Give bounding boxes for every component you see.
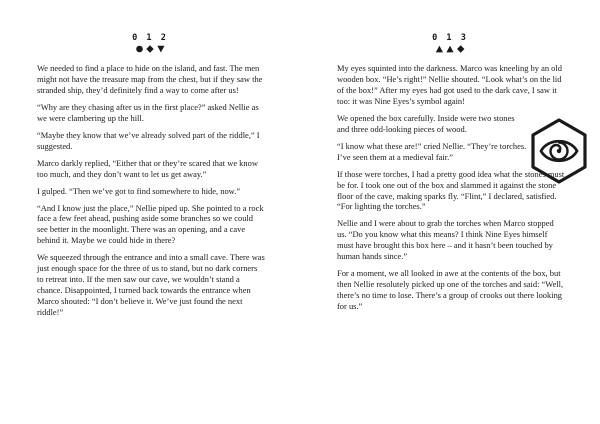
paragraph: “Why are they chasing after us in the first place?” asked Nellie as we were clambering up the hill. xyxy=(37,101,259,123)
paragraph: We opened the box carefully. Inside were two stones and three odd-looking pieces of wood. xyxy=(337,112,515,134)
diamond-icon xyxy=(457,45,464,52)
paragraph: We squeezed through the entrance and into a small cave. There was just enough space for the three of us to stand, but no dark corners to retreat into. If the men saw our cave, we wouldn’t stand a chance. Disappointed, I turned back towards the entrance when Marco shouted: “I don’t believe it. We’ve just found the next riddle!” xyxy=(37,252,265,318)
right-page xyxy=(300,0,600,424)
paragraph: My eyes squinted into the darkness. Marco was kneeling by an old wooden box. “He’s right!” Nellie shouted. “Look what’s on the lid of the box!” After my eyes had got used to the dark cave, I saw it too: it was Nine Eyes’s symbol again! xyxy=(337,63,562,106)
page-header xyxy=(430,34,470,53)
paragraph: “And I know just the place,” Nellie piped up. She pointed to a rock face a few feet ahead, pushing aside some branches so we could see better in the moonlight. There was an opening, and a cave behind it. Maybe we could hide in there? xyxy=(37,202,264,246)
paragraph: If those were torches, I had a pretty good idea what the stones must be for. I took one out of the box and slammed it against the stone floor of the cave, making sparks fly. “Flint,” I declared, satisfied. “For lighting the torches.” xyxy=(337,168,565,212)
page-number: 0 1 3 xyxy=(432,33,468,43)
diamond-icon xyxy=(146,45,153,52)
triangle-up-icon xyxy=(436,46,443,53)
paragraph: Marco darkly replied, “Either that or they’re scared that we know too much, and they don’t want to let us get away.” xyxy=(37,157,258,179)
symbol-row xyxy=(430,45,470,53)
symbol-row xyxy=(130,45,170,53)
circle-icon xyxy=(136,46,143,53)
nine-eyes-symbol-icon xyxy=(528,118,590,184)
page-header xyxy=(130,34,170,53)
paragraph: “I know what these are!” cried Nellie. “They’re torches. I’ve seen them at a medieval fair.” xyxy=(337,140,527,162)
page-number: 0 1 2 xyxy=(132,33,168,43)
paragraph: For a moment, we all looked in awe at the contents of the box, but then Nellie resolutely picked up one of the torches and said: “Well, there’s no time to lose. There’s a group of crooks out there looking for us.” xyxy=(337,268,564,312)
paragraph: I gulped. “Then we’ve got to find somewhere to hide, now.” xyxy=(37,185,241,196)
left-page-text xyxy=(37,63,265,324)
right-page-text xyxy=(337,63,565,318)
paragraph: “Maybe they know that we’ve already solved part of the riddle,” I suggested. xyxy=(37,129,260,151)
paragraph: Nellie and I were about to grab the torches when Marco stopped us. “Do you know what this means? I think Nine Eyes himself must have brought this box here – and it hasn’t been touched by human hands since.” xyxy=(337,218,554,262)
triangle-up-icon xyxy=(446,46,453,53)
paragraph: We needed to find a place to hide on the island, and fast. The men might not have the treasure map from the chest, but if they saw the stranded ship, they’d definitely find a way to come after us! xyxy=(37,63,263,95)
triangle-down-icon xyxy=(157,46,164,53)
